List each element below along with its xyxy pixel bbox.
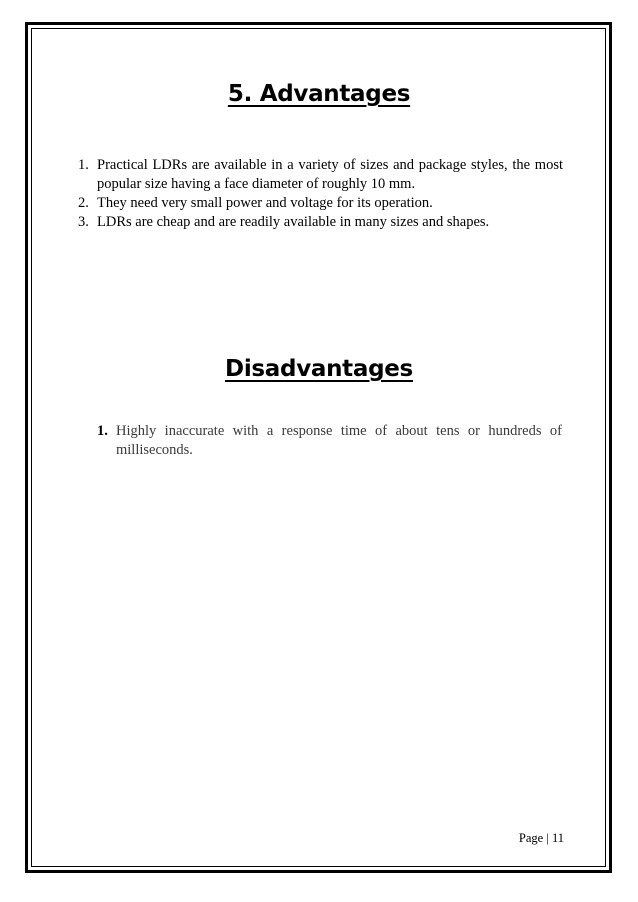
- list-item-number: 3.: [78, 214, 89, 230]
- list-item-text: LDRs are cheap and are readily available in many sizes and shapes.: [97, 214, 490, 230]
- page-number: Page | 11: [518, 831, 564, 845]
- list-item-number: 1.: [78, 157, 89, 173]
- list-item-text: They need very small power and voltage for its operation.: [97, 195, 433, 211]
- advantages-list: [78, 156, 563, 232]
- disadvantages-list: [97, 422, 562, 460]
- list-item: [78, 156, 563, 194]
- list-item-number: 1.: [97, 423, 108, 439]
- disadvantages-heading: Disadvantages: [225, 356, 413, 382]
- list-item-number: 2.: [78, 195, 89, 211]
- list-item-text: Highly inaccurate with a response time of about tens or hundreds of milliseconds.: [116, 423, 562, 458]
- list-item-text: Practical LDRs are available in a variety of sizes and package styles, the most popular size having a face diameter of roughly 10 mm.: [97, 157, 563, 192]
- list-item: [78, 194, 563, 213]
- list-item: [97, 422, 562, 460]
- advantages-heading: 5. Advantages: [227, 81, 411, 107]
- list-item: [78, 213, 563, 232]
